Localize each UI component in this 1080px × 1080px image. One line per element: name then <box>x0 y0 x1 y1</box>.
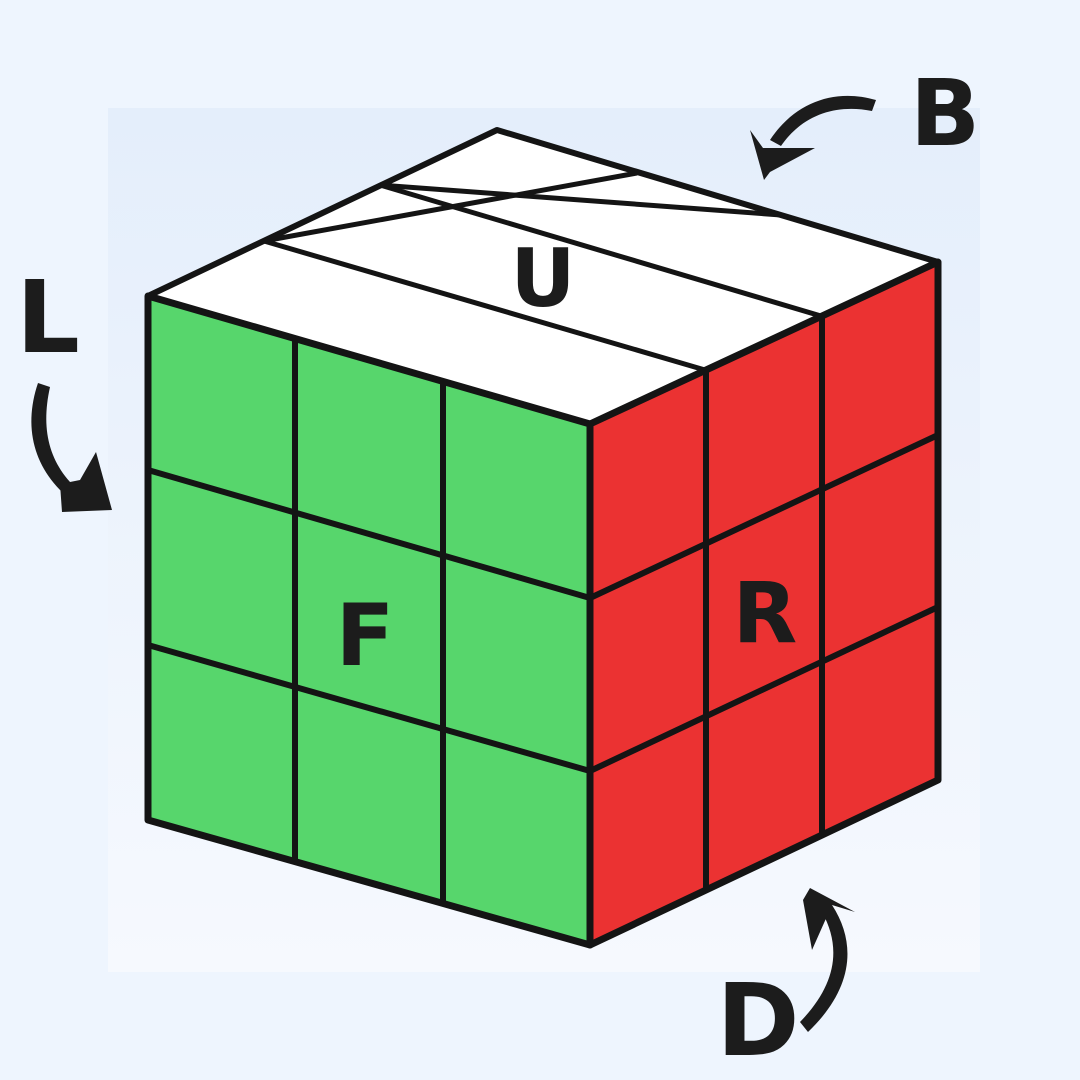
front-face-label: F <box>335 586 395 686</box>
rubiks-cube <box>148 130 938 945</box>
up-face-label: U <box>510 232 576 325</box>
right-face-label: R <box>732 564 798 662</box>
down-label: D <box>716 962 800 1079</box>
left-label: L <box>16 259 80 376</box>
back-label: B <box>909 60 981 167</box>
